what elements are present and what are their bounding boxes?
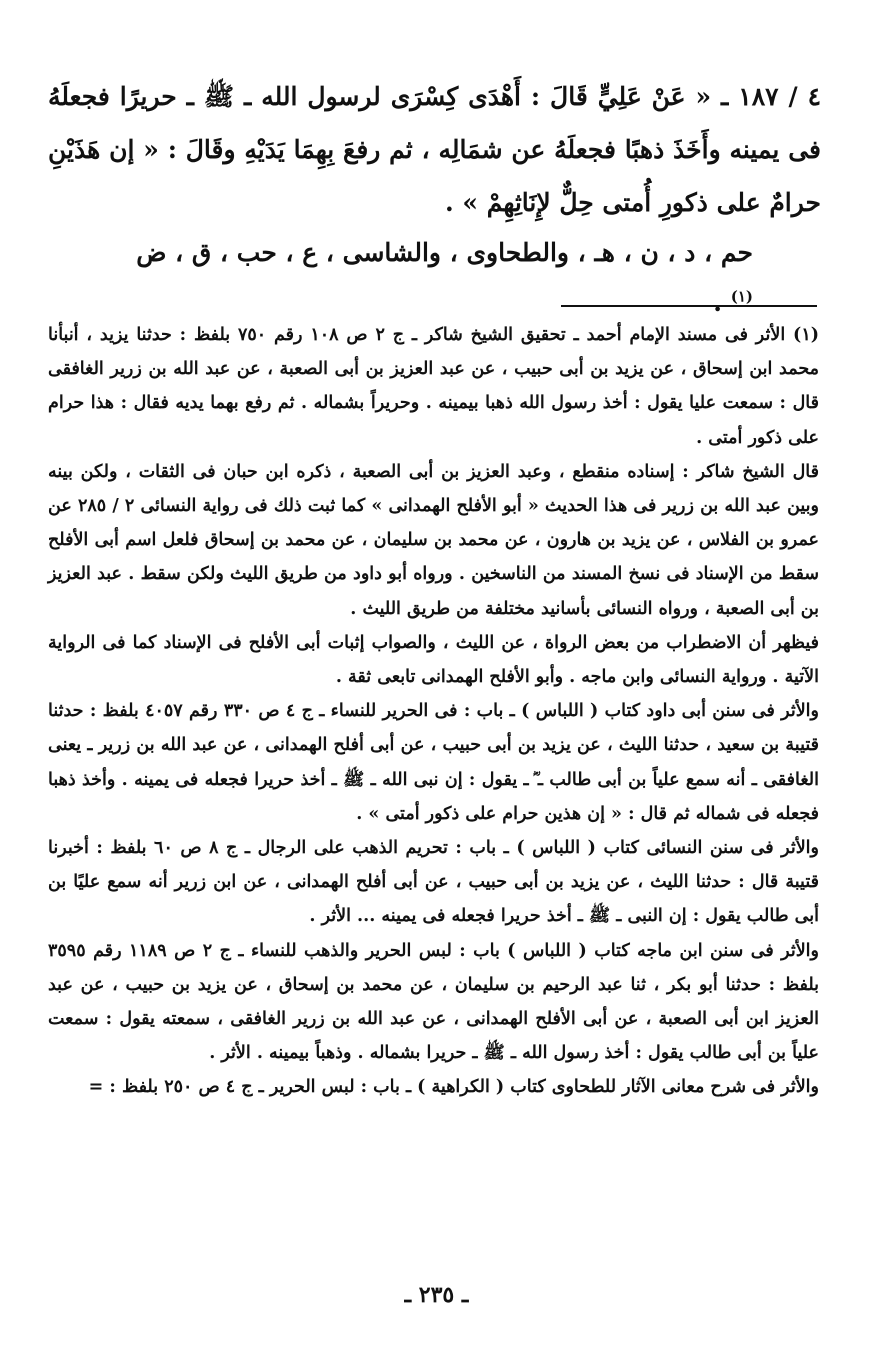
footnote-paragraph: فيظهر أن الاضطراب من بعض الرواة ، عن الليث ، والصواب إثبات أبى الأفلح فى الإسناد كما فى الرواية الآتية . ورواية النسائى وابن ماجه . وأبو الأفلح الهمدانى تابعى ثقة . (48, 632, 819, 688)
footnotes-section (48, 318, 819, 1105)
footnote-separator (561, 305, 817, 307)
hadith-text (48, 70, 821, 229)
footnote-reference: (١) (730, 287, 753, 306)
footnote-paragraph: والأثر فى سنن أبى داود كتاب ( اللباس ) ـ باب : فى الحرير للنساء ـ ج ٤ ص ٣٣٠ رقم ٤٠٥٧ بلفظ : حدثنا قتيبة بن سعيد ، حدثنا الليث ، عن يزيد بن أبى حبيب ، عن أبى أفلح الهمدانى ، عن عبد الله بن زرير ـ يعنى الغافقى ـ أنه سمع علياً بن أبى طالب ـ ؓ ـ يقول : إن نبى الله ـ ﷺ ـ أخذ حريرا فجعله فى يمينه . وأخذ ذهبا فجعله فى شماله ثم قال : « إن هذين حرام على ذكور أمتى » . (48, 701, 819, 824)
footnote-paragraph: (١) الأثر فى مسند الإمام أحمد ـ تحقيق الشيخ شاكر ـ ج ٢ ص ١٠٨ رقم ٧٥٠ بلفظ : حدثنا يزيد ، أنبأنا محمد ابن إسحاق ، عن يزيد بن أبى حبيب ، عن عبد العزيز بن أبى الصعبة ، عن عبد الله بن زرير الغافقى قال : سمعت عليا يقول : أخذ رسول الله ذهبا بيمينه . وحريراً بشماله . ثم رفع بهما يديه فقال : هذا حرام على ذكور أمتى . (48, 325, 819, 448)
footnote-paragraph: والأثر فى شرح معانى الآثار للطحاوى كتاب ( الكراهية ) ـ باب : لبس الحرير ـ ج ٤ ص ٢٥٠ بلفظ : = (88, 1077, 819, 1098)
footnote-paragraph: والأثر فى سنن ابن ماجه كتاب ( اللباس ) باب : لبس الحرير والذهب للنساء ـ ج ٢ ص ١١٨٩ رقم ٣٥٩٥ بلفظ : حدثنا أبو بكر ، ثنا عبد الرحيم بن سليمان ، عن محمد بن إسحاق ، عن يزيد بن حبيب ، عن عبد العزيز ابن أبى الصعبة ، عن أبى الأفلح الهمدانى ، عن عبد الله بن زرير الغافقى ، سمعته يقول : سمعت علياً بن أبى طالب يقول : أخذ رسول الله ـ ﷺ ـ حريرا بشماله . وذهباً بيمينه . الأثر . (48, 940, 819, 1064)
sources-end: . (713, 288, 722, 317)
footnote-paragraph: قال الشيخ شاكر : إسناده منقطع ، وعبد العزيز بن أبى الصعبة ، ذكره ابن حبان فى الثقات ، ولكن بينه وبين عبد الله بن زرير فى هذا الحديث « أبو الأفلح الهمدانى » كما ثبت ذلك فى رواية النسائى ٢ / ٢٨٥ عن عمرو بن الفلاس ، عن يزيد بن هارون ، عن محمد بن سليمان ، عن محمد بن إسحاق فلعل اسم أبى الأفلح سقط من الإسناد فى نسخ المسند من الناسخين . ورواه أبو داود من طريق الليث ولكن سقط . عبد العزيز بن أبى الصعبة ، ورواه النسائى بأسانيد مختلفة من طريق الليث . (48, 461, 820, 619)
hadith-body: ٤ / ١٨٧ ـ « عَنْ عَلِيٍّ قَالَ : أَهْدَى كِسْرَى لرسول الله ـ ﷺ ـ حريرًا فجعلَهُ فى يمينه وأَخَذَ ذهبًا فجعلَهُ عن شمَالِه ، ثم رفعَ بِهِمَا يَدَيْهِ وقَالَ : « إن هَذَيْنِ حرامٌ على ذكورِ أُمتى حِلٌّ لإِنَاثِهِمْ » . (48, 82, 821, 217)
page-number: ـ ٢٣٥ ـ (404, 1282, 469, 1308)
hadith-sources (130, 228, 753, 328)
footnote-paragraph: والأثر فى سنن النسائى كتاب ( اللباس ) ـ باب : تحريم الذهب على الرجال ـ ج ٨ ص ٦٠ بلفظ : أخبرنا قتيبة قال : حدثنا الليث ، عن يزيد بن أبى حبيب ، عن أبى أفلح الهمدانى ، عن ابن زرير أنه سمع عليًا بن أبى طالب يقول : إن النبى ـ ﷺ ـ أخذ حريرا فجعله فى يمينه ... الأثر . (48, 838, 819, 927)
source-abbreviations: حم ، د ، ن ، هـ ، والطحاوى ، والشاسى ، ع ، حب ، ق ، ض (136, 238, 753, 267)
